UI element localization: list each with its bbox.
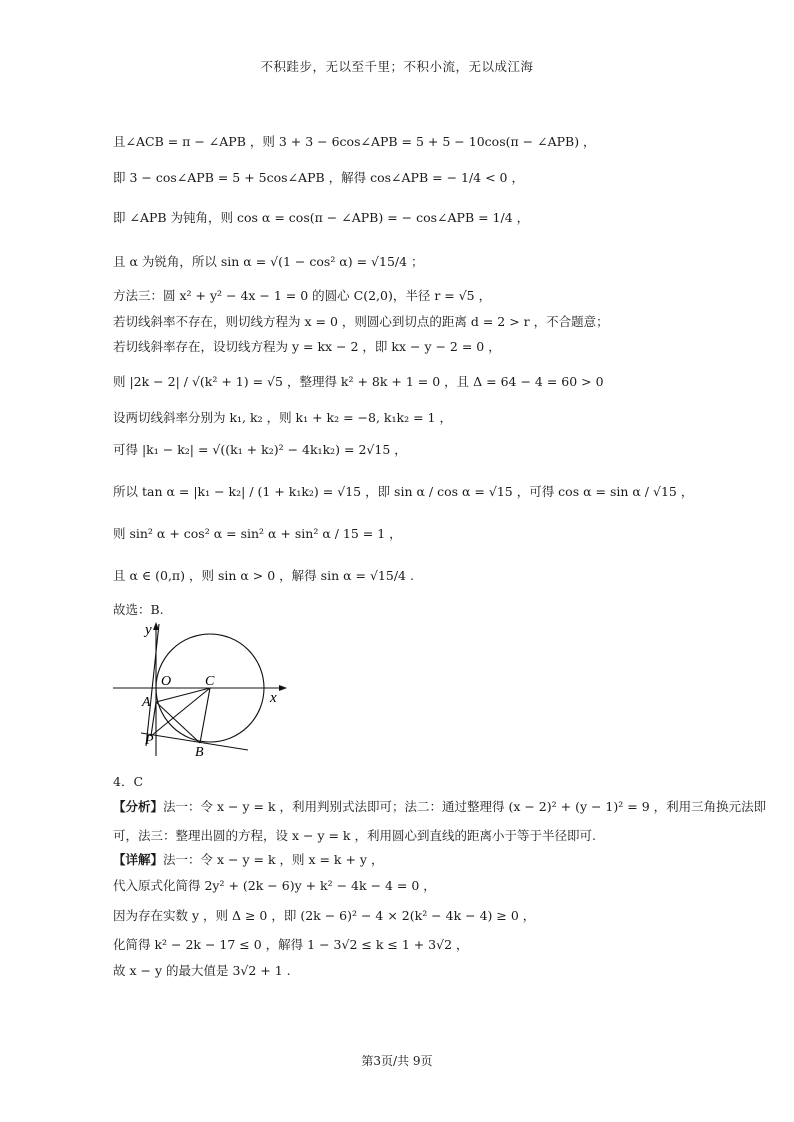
text-line: 则 sin² α + cos² α = sin² α + sin² α / 15 = 1 ， [113,526,402,541]
text-line: 方法三：圆 x² + y² − 4x − 1 = 0 的圆心 C(2,0)，半径 r = √5 ， [113,288,492,303]
detail-line-5: 故 x − y 的最大值是 3√2 + 1 . [113,963,291,978]
label-c: C [205,674,215,689]
segment-cb [200,688,210,743]
detail-tag: 【详解】 [113,852,164,867]
text-line: 且 α ∈ (0,π) ，则 sin α > 0 ，解得 sin α = √15/4 . [113,568,414,583]
text-line: 所以 tan α = |k₁ − k₂| / (1 + k₁k₂) = √15 ，即 sin α / cos α = √15 ，可得 cos α = sin α / √15 ， [113,484,694,499]
text-line: 则 |2k − 2| / √(k² + 1) = √5 ，整理得 k² + 8k + 1 = 0 ，且 Δ = 64 − 4 = 60 > 0 [113,374,604,389]
analysis-tag: 【分析】 [113,799,164,814]
label-b: B [195,745,204,760]
analysis-text: 法一：令 x − y = k ，利用判别式法即可；法二：通过整理得 (x − 2)² + (y − 1)² = 9 ，利用三角换元法即 [163,799,767,814]
circle-tangent-diagram [113,616,303,761]
label-o: O [161,674,172,689]
segment-pa [151,702,156,736]
detail-line-1 [113,850,383,868]
analysis-line-2: 可，法三：整理出圆的方程，设 x − y = k ，利用圆心到直线的距离小于等于半径即可. [113,828,596,843]
page-footer: 第3页/共 9页 [361,1054,433,1068]
text-line: 且∠ACB = π − ∠APB ，则 3 + 3 − 6cos∠APB = 5 + 5 − 10cos(π − ∠APB) ， [113,134,596,149]
text-line: 且 α 为锐角，所以 sin α = √(1 − cos² α) = √15/4 ； [113,254,424,269]
text-line: 即 3 − cos∠APB = 5 + 5cos∠APB ，解得 cos∠APB = − 1/4 < 0 ， [113,170,524,185]
text-line: 可得 |k₁ − k₂| = √((k₁ + k₂)² − 4k₁k₂) = 2√15 ， [113,442,407,457]
label-a: A [142,695,151,710]
detail-line-3: 因为存在实数 y ，则 Δ ≥ 0 ，即 (2k − 6)² − 4 × 2(k² − 4k − 4) ≥ 0 ， [113,908,536,923]
label-p: P [145,733,154,748]
question-number: 4．C [113,774,144,789]
x-axis-arrow-icon [279,685,287,691]
label-y: y [145,622,152,638]
detail-text: 法一：令 x − y = k ，则 x = k + y ， [163,852,384,867]
label-x: x [270,690,277,706]
analysis-line-1 [113,797,766,815]
text-line: 故选：B. [113,602,164,617]
text-line: 若切线斜率存在，设切线方程为 y = kx − 2 ，即 kx − y − 2 = 0 ， [113,339,501,354]
text-line: 设两切线斜率分别为 k₁, k₂ ，则 k₁ + k₂ = −8, k₁k₂ = 1 ， [113,410,452,425]
detail-line-4: 化简得 k² − 2k − 17 ≤ 0 ，解得 1 − 3√2 ≤ k ≤ 1 + 3√2 ， [113,937,469,952]
detail-line-2: 代入原式化简得 2y² + (2k − 6)y + k² − 4k − 4 = 0 ， [113,878,436,893]
text-line: 若切线斜率不存在，则切线方程为 x = 0 ，则圆心到切点的距离 d = 2 > r ，不合题意； [113,314,609,329]
text-line: 即 ∠APB 为钝角，则 cos α = cos(π − ∠APB) = − cos∠APB = 1/4 ， [113,210,530,225]
geometry-figure [113,616,303,765]
page-header-motto: 不积跬步，无以至千里；不积小流，无以成江海 [260,59,534,74]
